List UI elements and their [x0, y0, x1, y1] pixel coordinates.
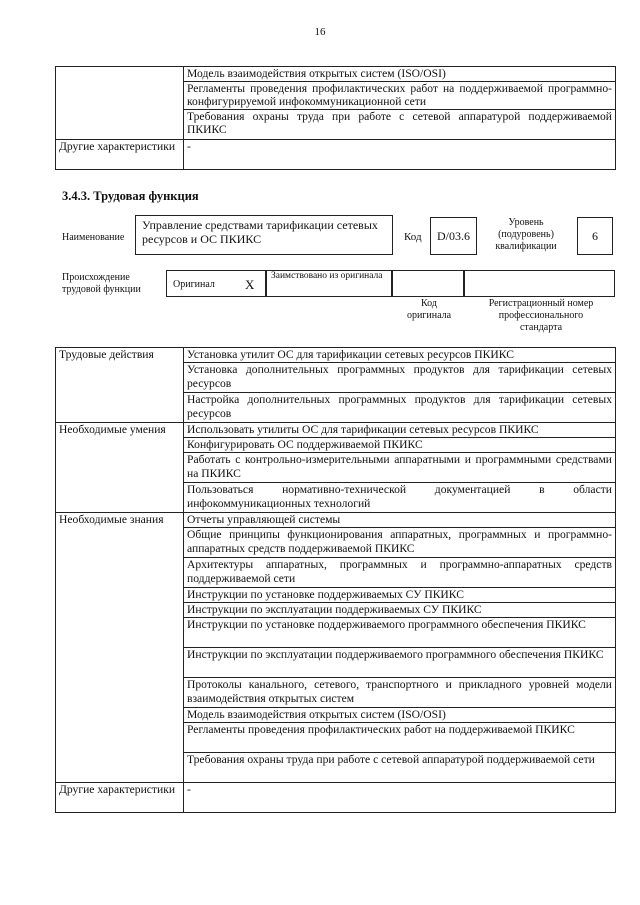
origin-label: Происхождение трудовой функции	[62, 272, 141, 295]
code-original-box	[392, 270, 464, 297]
page-number: 16	[314, 26, 326, 38]
original-mark: X	[245, 277, 255, 292]
table-cell: Настройка дополнительных программных продуктов для тарификации сетевых ресурсов	[184, 393, 616, 423]
table-cell: Инструкции по установке поддерживаемого программного обеспечения ПКИКС	[184, 618, 616, 648]
code-original-caption: Код оригинала	[406, 298, 452, 321]
continuation-table	[55, 66, 616, 170]
other-label: Другие характеристики	[56, 783, 184, 813]
table-cell: Отчеты управляющей системы	[184, 513, 616, 528]
table-cell: Общие принципы функционирования аппаратных, программных и программно-аппаратных средств поддерживаемой ПКИКС	[184, 528, 616, 558]
labor-actions-label: Трудовые действия	[56, 348, 184, 423]
table-cell: Архитектуры аппаратных, программных и программно-аппаратных средств поддерживаемой сети	[184, 558, 616, 588]
table-cell: Требования охраны труда при работе с сетевой аппаратурой поддерживаемой ПКИКС	[184, 109, 616, 139]
table-cell: Инструкции по установке поддерживаемых СУ ПКИКС	[184, 588, 616, 603]
table-cell: -	[184, 139, 616, 169]
table-cell: Регламенты проведения профилактических работ на поддерживаемой ПКИКС	[184, 723, 616, 753]
row-label	[56, 67, 184, 140]
section-title: 3.4.3. Трудовая функция	[62, 189, 199, 203]
table-cell: Регламенты проведения профилактических работ на поддерживаемой программно-конфигурируемой инфокоммуникационной сети	[184, 81, 616, 109]
level-label: Уровень (подуровень) квалификации	[495, 217, 557, 252]
function-name: Управление средствами тарификации сетевых ресурсов и ОС ПКИКС	[142, 218, 378, 246]
reg-number-caption: Регистрационный номер профессионального стандарта	[488, 298, 594, 333]
code-value: D/03.6	[437, 229, 470, 243]
table-cell: Пользоваться нормативно-технической документацией в области инфокоммуникационных технологий	[184, 483, 616, 513]
table-cell: Инструкции по эксплуатации поддерживаемого программного обеспечения ПКИКС	[184, 648, 616, 678]
level-value: 6	[592, 229, 598, 243]
knowledge-label: Необходимые знания	[56, 513, 184, 783]
original-label: Оригинал	[173, 279, 215, 290]
code-label: Код	[404, 231, 422, 243]
function-table	[55, 347, 616, 813]
row-label: Другие характеристики	[56, 139, 184, 169]
table-cell: Конфигурировать ОС поддерживаемой ПКИКС	[184, 438, 616, 453]
table-cell: Установка дополнительных программных продуктов для тарификации сетевых ресурсов	[184, 363, 616, 393]
skills-label: Необходимые умения	[56, 423, 184, 513]
table-cell: Модель взаимодействия открытых систем (ISO/OSI)	[184, 708, 616, 723]
reg-number-box	[464, 270, 615, 297]
table-cell: Работать с контрольно-измерительными аппаратными и программными средствами на ПКИКС	[184, 453, 616, 483]
table-cell: Модель взаимодействия открытых систем (ISO/OSI)	[184, 67, 616, 82]
borrowed-label: Заимствовано из оригинала	[271, 271, 383, 281]
table-cell: Протоколы канального, сетевого, транспортного и прикладного уровней модели взаимодействия открытых систем	[184, 678, 616, 708]
table-cell: -	[184, 783, 616, 813]
table-cell: Установка утилит ОС для тарификации сетевых ресурсов ПКИКС	[184, 348, 616, 363]
name-label: Наименование	[62, 232, 125, 243]
level-box	[577, 217, 613, 255]
table-cell: Использовать утилиты ОС для тарификации сетевых ресурсов ПКИКС	[184, 423, 616, 438]
function-name-box	[135, 215, 393, 255]
table-cell: Инструкции по эксплуатации поддерживаемых СУ ПКИКС	[184, 603, 616, 618]
table-cell: Требования охраны труда при работе с сетевой аппаратурой поддерживаемой сети	[184, 753, 616, 783]
code-box	[430, 217, 477, 255]
